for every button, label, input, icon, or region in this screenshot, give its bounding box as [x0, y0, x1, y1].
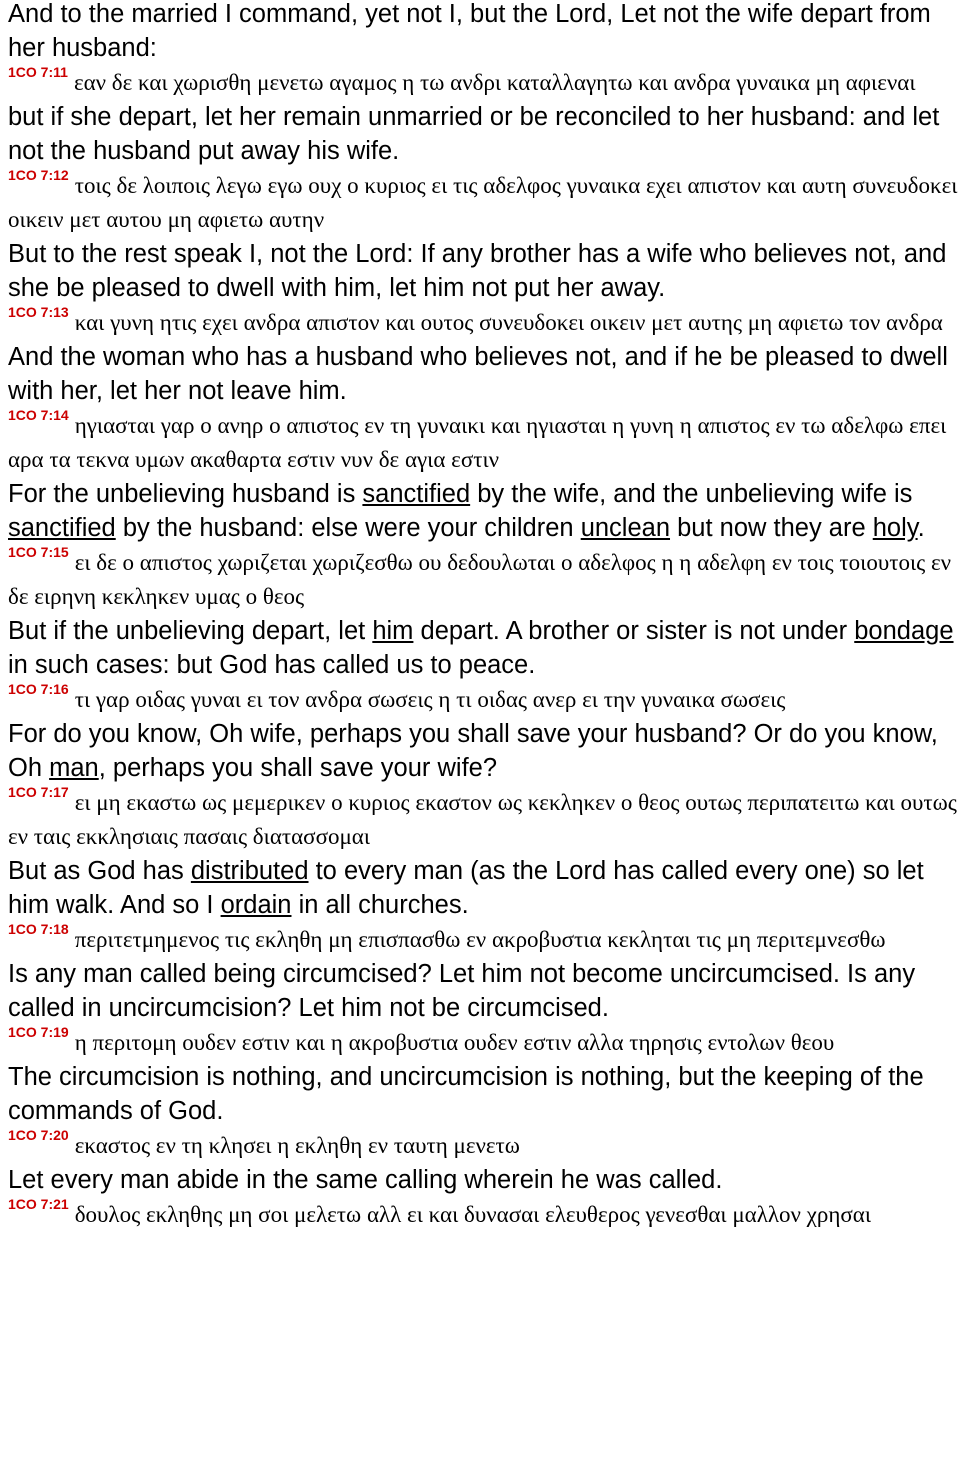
- greek-text: περιτετμημενος τις εκληθη μη επισπασθω εν ακροβυστια κεκληται τις μη περιτεμνεσθω: [74, 927, 886, 952]
- english-verse-text: [8, 340, 958, 408]
- english-text-segment: .: [917, 514, 925, 542]
- verse-reference: 1CO 7:12: [8, 167, 69, 183]
- underlined-word: distributed: [190, 857, 309, 885]
- greek-text: τι γαρ οιδας γυναι ει τον ανδρα σωσεις η τι οιδας ανερ ει την γυναικα σωσεις: [74, 687, 786, 712]
- english-text-segment: but now they are: [670, 514, 873, 542]
- english-verse-text: [8, 614, 958, 682]
- english-text-segment: , perhaps you shall save your wife?: [98, 754, 498, 782]
- english-text-segment: For the unbelieving husband is: [8, 480, 363, 508]
- verse-block: [8, 65, 958, 168]
- verse-block: [8, 545, 958, 682]
- english-text-segment: But to the rest speak I, not the Lord: If any brother has a wife who believes not, and she be pleased to dwell with him, let him not put her away.: [8, 240, 947, 302]
- verse-reference: 1CO 7:17: [8, 784, 69, 800]
- underlined-word: sanctified: [362, 480, 471, 508]
- english-text-segment: but if she depart, let her remain unmarried or be reconciled to her husband: and let not the husband put away his wife.: [8, 103, 940, 165]
- greek-verse-text: [8, 1128, 958, 1163]
- english-text-segment: in such cases: but God has called us to peace.: [8, 651, 536, 679]
- verse-block: [8, 1025, 958, 1128]
- greek-text: ει μη εκαστω ως μεμερικεν ο κυριος εκαστον ως κεκληκεν ο θεος ουτως περιπατειτω και ουτως εν ταις εκκλησιαις πασαις διατασσομαι: [8, 790, 957, 849]
- underlined-word: bondage: [854, 617, 954, 645]
- greek-text: ει δε ο απιστος χωριζεται χωριζεσθω ου δεδουλωται ο αδελφος η η αδελφη εν τοις τοιουτοις εν δε ειρηνη κεκληκεν υμας ο θεος: [8, 550, 952, 609]
- greek-verse-text: [8, 1025, 958, 1060]
- underlined-word: holy: [872, 514, 918, 542]
- greek-text: και γυνη ητις εχει ανδρα απιστον και ουτος συνευδοκει οικειν μετ αυτης μη αφιετω τον ανδρα: [74, 310, 943, 335]
- greek-verse-text: [8, 922, 958, 957]
- english-text-segment: And the woman who has a husband who believes not, and if he be pleased to dwell with her, let her not leave him.: [8, 343, 948, 405]
- verse-block: [8, 922, 958, 1025]
- verse-block: [8, 1128, 958, 1197]
- english-verse-text: [8, 957, 958, 1025]
- english-verse-text: [8, 854, 958, 922]
- english-text-segment: The circumcision is nothing, and uncircumcision is nothing, but the keeping of the commands of God.: [8, 1063, 924, 1125]
- verse-list: [8, 65, 958, 1232]
- english-verse-text: [8, 1060, 958, 1128]
- verse-block: [8, 1197, 958, 1232]
- verse-reference: 1CO 7:21: [8, 1196, 69, 1212]
- english-text-segment: in all churches.: [291, 891, 469, 919]
- verse-reference: 1CO 7:13: [8, 304, 69, 320]
- verse-reference: 1CO 7:16: [8, 681, 69, 697]
- english-verse-text: [8, 477, 958, 545]
- greek-verse-text: [8, 785, 958, 854]
- underlined-word: sanctified: [8, 514, 116, 542]
- greek-text: τοις δε λοιποις λεγω εγω ουχ ο κυριος ει τις αδελφος γυναικα εχει απιστον και αυτη συνευδοκει οικειν μετ αυτου μη αφιετω αυτην: [8, 173, 958, 232]
- greek-text: εαν δε και χωρισθη μενετω αγαμος η τω ανδρι καταλλαγητω και ανδρα γυναικα μη αφιεναι: [73, 70, 916, 95]
- english-text-segment: by the husband: else were your children: [115, 514, 581, 542]
- greek-verse-text: [8, 168, 958, 237]
- scripture-document: [8, 0, 958, 1232]
- greek-text: εκαστος εν τη κλησει η εκληθη εν ταυτη μενετω: [74, 1133, 520, 1158]
- underlined-word: unclean: [580, 514, 671, 542]
- underlined-word: man: [49, 754, 99, 782]
- english-text-segment: Is any man called being circumcised? Let him not become uncircumcised. Is any called in uncircumcision? Let him not be circumcised.: [8, 960, 916, 1022]
- english-text-segment: But if the unbelieving depart, let: [8, 617, 373, 645]
- verse-reference: 1CO 7:18: [8, 921, 69, 937]
- english-verse-text: [8, 100, 958, 168]
- verse-reference: 1CO 7:14: [8, 407, 69, 423]
- verse-block: [8, 408, 958, 545]
- verse-block: [8, 168, 958, 305]
- greek-verse-text: [8, 1197, 958, 1232]
- english-text-segment: But as God has: [8, 857, 191, 885]
- verse-reference: 1CO 7:15: [8, 544, 69, 560]
- greek-text: ηγιασται γαρ ο ανηρ ο απιστος εν τη γυναικι και ηγιασται η γυνη η απιστος εν τω αδελφω επει αρα τα τεκνα υμων ακαθαρτα εστιν νυν δε αγια εστιν: [8, 413, 947, 472]
- english-text-segment: depart. A brother or sister is not under: [413, 617, 855, 645]
- english-verse-text: [8, 1163, 958, 1197]
- english-verse-text: [8, 237, 958, 305]
- verse-block: [8, 785, 958, 922]
- verse-reference: 1CO 7:20: [8, 1127, 69, 1143]
- greek-verse-text: [8, 545, 958, 614]
- verse-reference: 1CO 7:11: [8, 64, 68, 80]
- english-text-segment: For do you know, Oh wife, perhaps you shall save your husband? Or do you know, Oh: [8, 720, 938, 782]
- greek-text: δουλος εκληθης μη σοι μελετω αλλ ει και δυνασαι ελευθερος γενεσθαι μαλλον χρησαι: [74, 1202, 872, 1227]
- verse-block: [8, 305, 958, 408]
- verse-block: [8, 682, 958, 785]
- greek-verse-text: [8, 305, 958, 340]
- greek-verse-text: [8, 65, 958, 100]
- verse-reference: 1CO 7:19: [8, 1024, 69, 1040]
- english-text-segment: by the wife, and the unbelieving wife is: [470, 480, 913, 508]
- english-text-segment: to every man (as the Lord has called every one) so let him walk. And so I: [8, 857, 924, 919]
- greek-verse-text: [8, 682, 958, 717]
- greek-text: η περιτομη ουδεν εστιν και η ακροβυστια ουδεν εστιν αλλα τηρησις εντολων θεου: [74, 1030, 835, 1055]
- opening-english-text: And to the married I command, yet not I, but the Lord, Let not the wife depart from her husband:: [8, 0, 931, 62]
- underlined-word: ordain: [220, 891, 292, 919]
- english-verse-text: [8, 717, 958, 785]
- english-text-segment: Let every man abide in the same calling wherein he was called.: [8, 1166, 723, 1194]
- greek-verse-text: [8, 408, 958, 477]
- underlined-word: him: [372, 617, 414, 645]
